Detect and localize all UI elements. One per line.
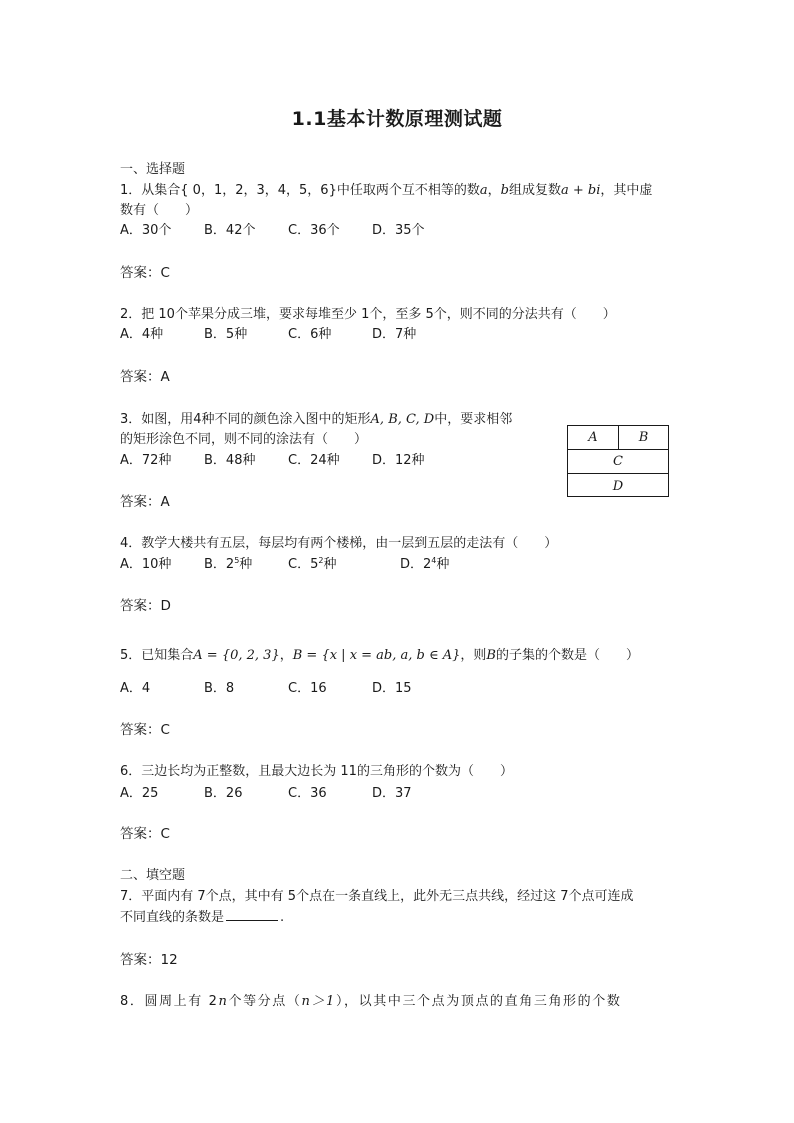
q1-sep: ， <box>487 183 501 198</box>
question-6-answer: 答案：C <box>120 826 170 842</box>
question-4-options <box>120 555 449 575</box>
q3-option-a: A．72种 <box>120 453 172 468</box>
figure-cell-d: D <box>612 478 624 494</box>
question-7-answer: 答案：12 <box>120 952 178 968</box>
q1-text-a: 1．从集合{ 0，1，2，3，4，5，6}中任取两个互不相等的数 <box>120 183 480 198</box>
question-3-line-1 <box>120 410 512 430</box>
q2-option-a: A．4种 <box>120 327 164 342</box>
question-7-line-2 <box>120 908 284 928</box>
q5-text-b: ，则 <box>460 648 487 663</box>
q5-sep: ， <box>279 648 293 663</box>
question-1-line-1 <box>120 181 652 201</box>
figure-cell-b: B <box>638 430 649 445</box>
question-1-options <box>120 221 425 241</box>
page-title: 1.1基本计数原理测试题 <box>291 108 503 130</box>
q1-var-b: b <box>500 183 509 198</box>
q5-text-a: 5．已知集合 <box>120 648 194 663</box>
section-heading-fill: 二、填空题 <box>120 868 186 883</box>
q4-option-d-exponent: 4 <box>431 556 437 565</box>
q3-option-d: D．12种 <box>372 453 425 468</box>
figure-cell-c: C <box>613 454 623 469</box>
q5-option-c: C．16 <box>288 681 327 696</box>
question-6-line-1: 6．三边长均为正整数，且最大边长为 11的三角形的个数为（ ） <box>120 764 513 779</box>
q8-text-b: 个等分点（ <box>228 994 302 1009</box>
q4-option-d-unit: 种 <box>436 557 450 572</box>
question-1-line-2: 数有（ ） <box>120 203 199 218</box>
figure-row-bottom <box>568 474 668 498</box>
q1-option-a: A．30个 <box>120 223 172 238</box>
q4-option-b-unit: 种 <box>239 557 253 572</box>
q6-option-b: B．26 <box>204 786 243 801</box>
figure-row-top <box>568 426 668 450</box>
q5-set-b: B = {x | x = ab, a, b ∈ A} <box>292 648 461 663</box>
q7-text: 不同直线的条数是 <box>120 910 225 925</box>
question-4-answer: 答案：D <box>120 598 171 614</box>
q4-option-a: A．10种 <box>120 557 172 572</box>
q6-option-c: C．36 <box>288 786 327 801</box>
q1-complex-expr: a + bi <box>560 183 601 198</box>
question-2-line-1: 2．把 10个苹果分成三堆，要求每堆至少 1个，至多 5个，则不同的分法共有（ ） <box>120 307 616 322</box>
question-5-line-1 <box>120 646 639 666</box>
q1-option-d: D．35个 <box>372 223 425 238</box>
question-3-answer: 答案：A <box>120 494 170 510</box>
q5-option-b: B．8 <box>204 681 235 696</box>
q4-option-c <box>288 555 400 575</box>
q4-option-b-exponent: 5 <box>234 556 240 565</box>
question-7-line-1: 7．平面内有 7个点，其中有 5个点在一条直线上，此外无三点共线，经过这 7个点可连成 <box>120 889 634 904</box>
q1-text-c: ，其中虚 <box>600 183 653 198</box>
q4-option-d <box>400 555 449 575</box>
question-4-line-1: 4．教学大楼共有五层，每层均有两个楼梯，由一层到五层的走法有（ ） <box>120 536 558 551</box>
figure-cell-a: A <box>568 426 619 449</box>
question-5-options <box>120 679 412 699</box>
q3-rect-vars: A, B, C, D <box>370 412 435 427</box>
q4-option-c-base: C．5 <box>288 557 319 572</box>
q2-option-d: D．7种 <box>372 327 417 342</box>
q3-text-b: 中，要求相邻 <box>434 412 513 427</box>
question-3-options <box>120 451 425 471</box>
q1-option-b: B．42个 <box>204 223 256 238</box>
question-2-options <box>120 325 416 345</box>
q7-text-tail: . <box>280 910 285 925</box>
q8-text-a: 8．圆周上有 2 <box>120 994 219 1009</box>
q4-option-d-base: D．2 <box>400 557 432 572</box>
question-6-options <box>120 784 412 804</box>
question-5-answer: 答案：C <box>120 722 170 738</box>
q1-text-b: 组成复数 <box>508 183 561 198</box>
q3-option-c: C．24种 <box>288 453 340 468</box>
q2-option-b: B．5种 <box>204 327 248 342</box>
question-3-line-2: 的矩形涂色不同，则不同的涂法有（ ） <box>120 432 368 447</box>
q6-option-d: D．37 <box>372 786 412 801</box>
q2-option-c: C．6种 <box>288 327 332 342</box>
q5-text-c: 的子集的个数是（ ） <box>495 648 639 663</box>
q5-option-a: A．4 <box>120 681 151 696</box>
q5-var-b: B <box>486 648 496 663</box>
q1-option-c: C．36个 <box>288 223 340 238</box>
q4-option-b <box>204 555 288 575</box>
figure-row-middle <box>568 450 668 474</box>
q3-option-b: B．48种 <box>204 453 256 468</box>
question-2-answer: 答案：A <box>120 369 170 385</box>
q3-rectangle-figure <box>567 425 669 497</box>
q5-option-d: D．15 <box>372 681 412 696</box>
question-8-line-1 <box>120 992 621 1012</box>
q6-option-a: A．25 <box>120 786 159 801</box>
q8-condition: n＞1 <box>301 994 336 1009</box>
q8-text-c: ），以其中三个点为顶点的直角三角形的个数 <box>335 994 622 1009</box>
q4-option-c-unit: 种 <box>323 557 337 572</box>
question-1-answer: 答案：C <box>120 265 170 281</box>
q4-option-b-base: B．2 <box>204 557 235 572</box>
section-heading-choice: 一、选择题 <box>120 162 186 177</box>
q5-set-a: A = {0, 2, 3} <box>193 648 280 663</box>
q3-text-a: 3．如图，用4种不同的颜色涂入图中的矩形 <box>120 412 371 427</box>
q8-var-n: n <box>218 994 229 1009</box>
q4-option-c-exponent: 2 <box>318 556 324 565</box>
q7-answer-blank <box>226 908 278 921</box>
q1-var-a: a <box>479 183 488 198</box>
